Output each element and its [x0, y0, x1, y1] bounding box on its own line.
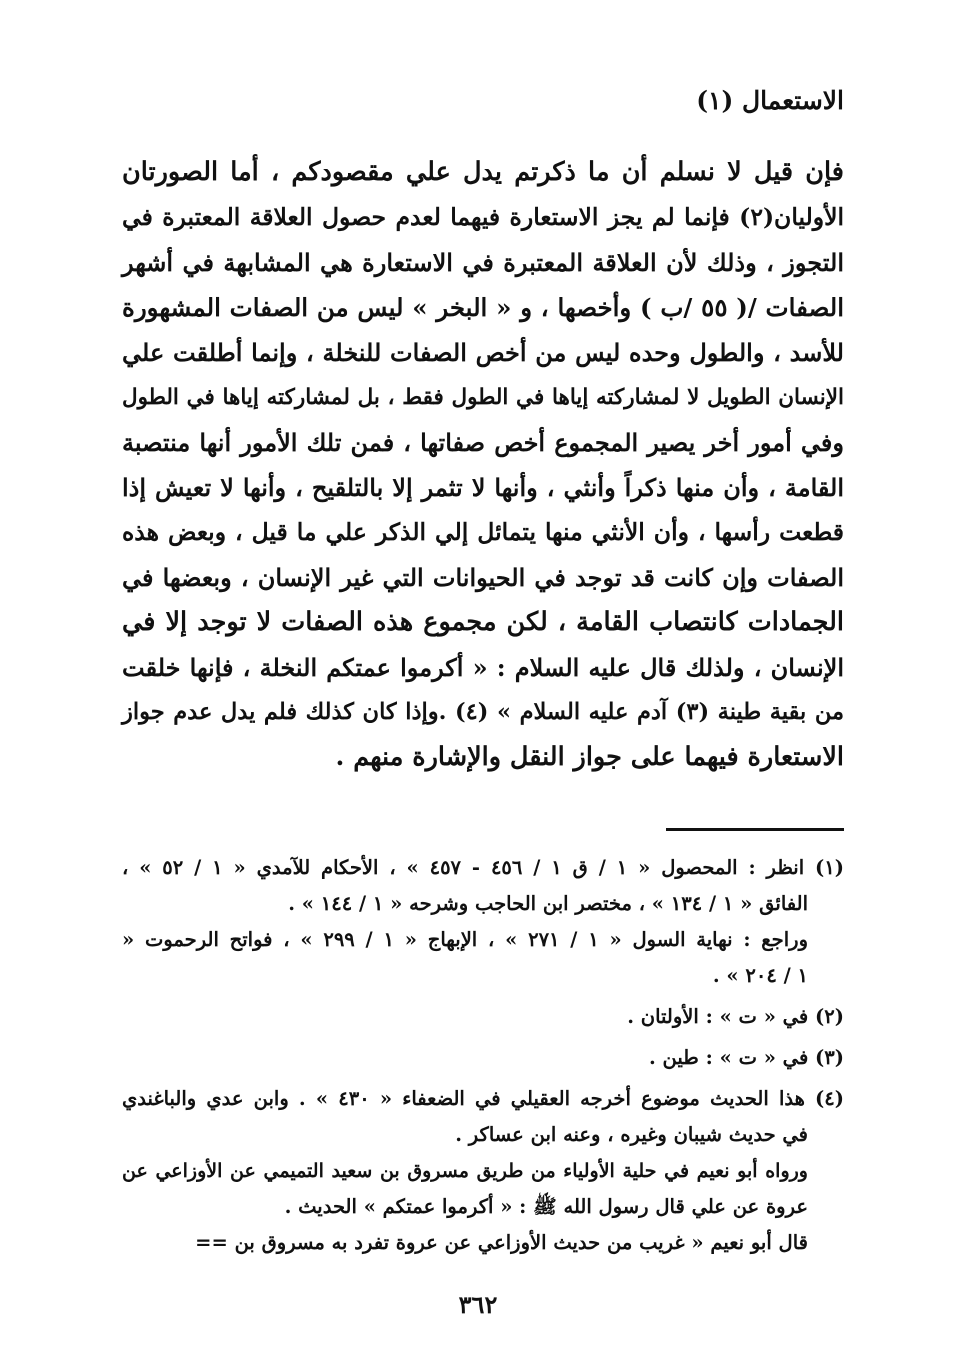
page-header: الاستعمال (١): [696, 86, 844, 115]
body-line: الأوليان(٢) فإنما لم يجز الاستعارة فيهما لعدم حصول العلاقة المعتبرة في: [122, 203, 845, 231]
body-line: الإنسان الطويل لا لمشاركته إياها في الطول فقط ، بل لمشاركته إياها في الطول: [122, 385, 844, 410]
body-line: من بقية طينة (٣) آدم عليه السلام » (٤) .وإذا كان كذلك فلم يدل عدم جواز: [122, 699, 845, 725]
footnote-line: (٢) في « ت » : الأولتان .: [627, 1005, 844, 1028]
body-line: الاستعارة فيهما على جواز النقل والإشارة منهم .: [335, 742, 844, 772]
body-text: [122, 150, 844, 780]
footnote-line: وراجع : نهاية السول « ١ / ٢٧١ » ، الإبهاج « ١ / ٢٩٩ » ، فواتح الرحموت «: [122, 928, 808, 951]
body-line: الصفات وإن كانت قد توجد في الحيوانات التي غير الإنسان ، وبعضها في: [122, 563, 844, 592]
body-line: للأسد ، والطول وحده ليس من أخص الصفات للنخلة ، وإنما أطلقت علي: [122, 338, 844, 367]
body-line: الصفات /( ٥٥ /ب ) وأخصها ، و « البخر » ليس من الصفات المشهورة: [122, 293, 844, 322]
footnote-line: قال أبو نعيم « غريب من حديث الأوزاعي عن عروة تفرد به مسروق بن ==: [195, 1231, 808, 1254]
footnote-2: [122, 999, 844, 1035]
footnote-line: (١) انظر : المحصول « ١ / ق ١ / ٤٥٦ - ٤٥٧ » ، الأحكام للآمدي « ١ / ٥٢ » ،: [122, 856, 845, 879]
footnote-line: في حديث شيبان وغيره ، وعنه ابن عساكر .: [455, 1123, 808, 1146]
footnote-3: [122, 1040, 844, 1076]
body-line: التجوز ، وذلك لأن العلاقة المعتبرة في الاستعارة هي المشابهة في أشهر: [122, 248, 844, 277]
footnote-4: [122, 1081, 844, 1261]
footnote-line: (٤) هذا الحديث موضوع أخرجه العقيلي في الضعفاء « ٤٣٠ » . وابن عدي والباغندي: [122, 1087, 844, 1110]
footnote-line: ١ / ٢٠٤ » .: [712, 964, 808, 987]
body-line: وفي أمور أخر يصير المجموع أخص صفاتها ، فمن تلك الأمور أنها منتصبة: [122, 428, 844, 457]
footnote-1: [122, 850, 844, 994]
page-number: ٣٦٢: [458, 1290, 498, 1319]
body-line: قطعت رأسها ، وأن الأنثي منها يتمائل إلي الذكر علي ما قيل ، وبعض هذه: [122, 518, 844, 546]
footnote-line: عروة عن علي قال رسول الله ﷺ : « أكرموا عمتكم » الحديث .: [284, 1195, 808, 1218]
footnote-line: ورواه أبو نعيم في حلية الأولياء من طريق مسروق بن سعيد التميمي عن الأوزاعي عن: [122, 1160, 808, 1182]
body-line: فإن قيل لا نسلم أن ما ذكرتم يدل علي مقصودكم ، أما الصورتان: [122, 157, 844, 187]
body-line: الجمادات كانتصاب القامة ، لكن مجموع هذه الصفات لا توجد إلا في: [122, 607, 844, 637]
footnote-line: (٣) في « ت » : طين .: [648, 1046, 844, 1069]
body-line: الإنسان ، ولذلك قال عليه السلام : « أكرموا عمتكم النخلة ، فإنها خلقت: [122, 653, 844, 682]
body-line: القامة ، وأن منها ذكراً وأنثي ، وأنها لا تثمر إلا بالتلقيح ، وأنها لا تعيش إذا: [122, 473, 844, 502]
footnote-line: الفائق « ١ / ١٣٤ » ، مختصر ابن الحاجب وشرحه « ١ / ١٤٤ » .: [288, 892, 808, 915]
footnotes: [122, 850, 844, 1266]
footnote-divider: [666, 828, 844, 831]
